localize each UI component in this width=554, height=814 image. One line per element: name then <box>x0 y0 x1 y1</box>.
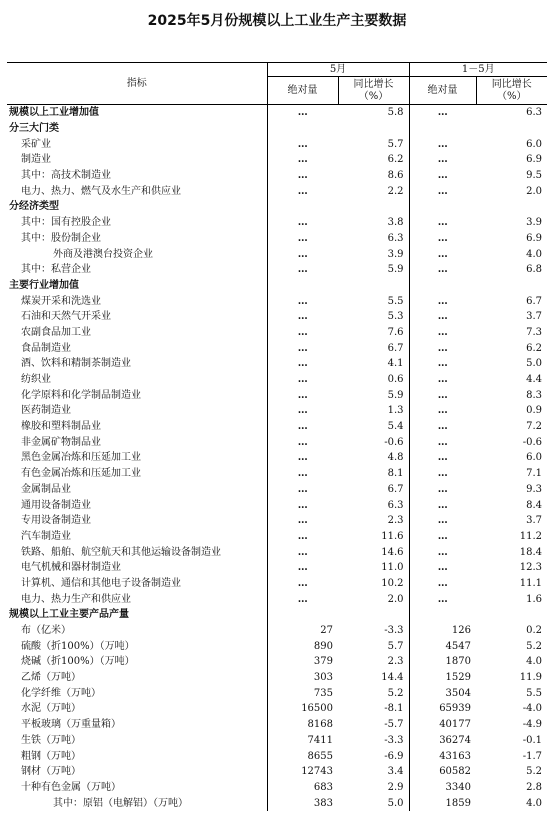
may-absolute-cell: … <box>267 262 338 278</box>
may-header: 5月 <box>267 63 409 77</box>
jan-may-yoy-cell: 9.5 <box>526 170 543 182</box>
table-row <box>7 183 547 199</box>
may-absolute-cell: … <box>267 387 338 403</box>
may-yoy-header <box>338 77 409 105</box>
may-yoy-cell: 5.5 <box>387 295 404 307</box>
row-label: 计算机、通信和其他电子设备制造业 <box>21 577 181 589</box>
jan-may-yoy-cell: 1.6 <box>526 593 543 605</box>
table-row <box>7 262 547 278</box>
table-row <box>7 529 547 545</box>
may-yoy-cell: 3.9 <box>387 248 404 260</box>
jan-may-absolute-cell: … <box>409 168 476 184</box>
table-row <box>7 152 547 168</box>
jan-may-yoy-cell: 3.7 <box>526 311 543 323</box>
jan-may-yoy-cell: 4.0 <box>526 248 543 260</box>
jan-may-absolute-cell: … <box>409 356 476 372</box>
may-yoy-cell <box>338 199 409 215</box>
jan-may-absolute-cell: 40177 <box>409 717 476 733</box>
jan-may-yoy-cell: 4.0 <box>526 656 543 668</box>
may-yoy-cell: 2.2 <box>387 185 404 197</box>
may-yoy-cell: 5.9 <box>387 264 404 276</box>
may-absolute-cell: … <box>267 513 338 529</box>
jan-may-yoy-cell: 2.8 <box>526 781 543 793</box>
table-row <box>7 168 547 184</box>
jan-may-absolute-cell: … <box>409 387 476 403</box>
jan-may-header: 1－5月 <box>409 63 547 77</box>
table-row <box>7 717 547 733</box>
may-yoy-cell: 2.9 <box>387 781 404 793</box>
may-absolute-cell: … <box>267 340 338 356</box>
may-yoy-cell: 6.2 <box>387 154 404 166</box>
jan-may-yoy-cell: 6.2 <box>526 342 543 354</box>
jan-may-absolute-cell: … <box>409 544 476 560</box>
jan-may-absolute-cell: 3504 <box>409 685 476 701</box>
row-label: 专用设备制造业 <box>21 515 91 527</box>
row-label: 电气机械和器材制造业 <box>21 562 121 574</box>
may-absolute-cell: … <box>267 105 338 121</box>
jan-may-absolute-cell <box>409 607 476 623</box>
row-label: 汽车制造业 <box>21 530 71 542</box>
table-row <box>7 560 547 576</box>
may-absolute-cell: … <box>267 231 338 247</box>
jan-may-yoy-cell: -0.1 <box>522 734 543 746</box>
may-absolute-cell: … <box>267 372 338 388</box>
jan-may-yoy-cell: 5.5 <box>526 687 543 699</box>
jan-may-yoy-cell <box>476 607 547 623</box>
indicator-header: 指标 <box>7 63 267 105</box>
row-label: 金属制品业 <box>21 483 71 495</box>
jan-may-yoy-cell: 6.3 <box>526 107 543 119</box>
jan-may-yoy-cell <box>476 278 547 294</box>
may-absolute-cell: … <box>267 183 338 199</box>
jan-may-absolute-cell: … <box>409 215 476 231</box>
table-row <box>7 434 547 450</box>
jan-may-yoy-cell: 6.8 <box>526 264 543 276</box>
jan-may-yoy-cell: 6.0 <box>526 452 543 464</box>
row-label: 制造业 <box>21 154 51 166</box>
jan-may-yoy-cell: 6.9 <box>526 232 543 244</box>
table-row <box>7 576 547 592</box>
row-label: 其中：高技术制造业 <box>21 170 111 182</box>
jan-may-yoy-cell: 4.0 <box>526 797 543 809</box>
jan-may-yoy-cell: 9.3 <box>526 483 543 495</box>
jan-may-yoy-cell: 5.2 <box>526 766 543 778</box>
yoy-header-line1: 同比增长 <box>353 78 394 90</box>
jan-may-yoy-cell: -0.6 <box>522 436 543 448</box>
table-row <box>7 466 547 482</box>
may-yoy-cell: 8.6 <box>387 170 404 182</box>
may-yoy-cell: 4.8 <box>387 452 404 464</box>
may-yoy-cell: 2.3 <box>387 656 404 668</box>
jan-may-absolute-cell: … <box>409 293 476 309</box>
jan-may-yoy-cell: 6.0 <box>526 138 543 150</box>
jan-may-yoy-cell: 8.4 <box>526 499 543 511</box>
table-row <box>7 325 547 341</box>
row-label: 粗钢（万吨） <box>21 750 81 762</box>
row-label: 黑色金属冶炼和压延加工业 <box>21 452 141 464</box>
jan-may-absolute-cell: … <box>409 231 476 247</box>
jan-may-yoy-header <box>476 77 547 105</box>
jan-may-absolute-cell: … <box>409 419 476 435</box>
row-label: 分经济类型 <box>9 201 59 213</box>
may-yoy-cell: 5.2 <box>387 687 404 699</box>
may-yoy-cell: 8.1 <box>387 468 404 480</box>
may-yoy-cell: 3.4 <box>387 766 404 778</box>
row-label: 平板玻璃（万重量箱） <box>21 719 121 731</box>
table-row <box>7 780 547 796</box>
table-row <box>7 544 547 560</box>
row-label: 主要行业增加值 <box>9 279 79 291</box>
jan-may-absolute-cell <box>409 121 476 137</box>
table-row <box>7 356 547 372</box>
row-label: 纺织业 <box>21 374 51 386</box>
table-row <box>7 591 547 607</box>
row-label: 规模以上工业主要产品产量 <box>9 609 129 621</box>
table-row <box>7 231 547 247</box>
yoy-header-line2: （%） <box>497 90 527 102</box>
jan-may-absolute-cell <box>409 278 476 294</box>
row-label: 有色金属冶炼和压延加工业 <box>21 468 141 480</box>
may-absolute-cell: … <box>267 325 338 341</box>
table-row <box>7 638 547 654</box>
jan-may-yoy-cell: 3.7 <box>526 515 543 527</box>
may-yoy-cell <box>338 278 409 294</box>
may-absolute-cell: 303 <box>267 670 338 686</box>
jan-may-absolute-cell: … <box>409 372 476 388</box>
may-yoy-cell: 6.7 <box>387 483 404 495</box>
jan-may-absolute-cell: … <box>409 576 476 592</box>
jan-may-absolute-cell: … <box>409 403 476 419</box>
row-label: 电力、热力生产和供应业 <box>21 593 131 605</box>
jan-may-yoy-cell: 5.0 <box>526 358 543 370</box>
row-label: 通用设备制造业 <box>21 499 91 511</box>
jan-may-yoy-cell: 7.1 <box>526 468 543 480</box>
jan-may-yoy-cell: -4.0 <box>522 703 543 715</box>
row-label: 乙烯（万吨） <box>21 672 81 684</box>
row-label: 铁路、船舶、航空航天和其他运输设备制造业 <box>21 546 221 558</box>
may-absolute-cell: 7411 <box>267 733 338 749</box>
jan-may-absolute-cell: … <box>409 152 476 168</box>
table-row <box>7 403 547 419</box>
may-yoy-cell: 5.0 <box>387 797 404 809</box>
may-abs-header: 绝对量 <box>267 77 338 105</box>
table-row <box>7 764 547 780</box>
may-yoy-cell: 11.0 <box>381 562 404 574</box>
table-row <box>7 372 547 388</box>
may-absolute-cell: … <box>267 560 338 576</box>
jan-may-yoy-cell: 6.7 <box>526 295 543 307</box>
may-absolute-cell: … <box>267 309 338 325</box>
row-label: 生铁（万吨） <box>21 734 81 746</box>
may-yoy-cell: 5.7 <box>387 640 404 652</box>
jan-may-absolute-cell: … <box>409 136 476 152</box>
jan-may-absolute-cell: 36274 <box>409 733 476 749</box>
table-row <box>7 670 547 686</box>
jan-may-absolute-cell: … <box>409 497 476 513</box>
may-yoy-cell: -5.7 <box>384 719 404 731</box>
jan-may-yoy-cell: 0.9 <box>526 405 543 417</box>
may-absolute-cell: 379 <box>267 654 338 670</box>
row-label: 非金属矿物制品业 <box>21 436 101 448</box>
may-absolute-cell <box>267 121 338 137</box>
may-absolute-cell: … <box>267 576 338 592</box>
may-yoy-cell: -8.1 <box>384 703 404 715</box>
jan-may-yoy-cell: 11.1 <box>519 577 543 589</box>
may-absolute-cell: … <box>267 529 338 545</box>
may-absolute-cell: … <box>267 450 338 466</box>
jan-may-absolute-cell: 43163 <box>409 748 476 764</box>
table-row <box>7 685 547 701</box>
jan-may-yoy-cell: 12.3 <box>519 562 543 574</box>
page-title: 2025年5月份规模以上工业生产主要数据 <box>147 13 407 29</box>
may-absolute-cell: … <box>267 293 338 309</box>
jan-may-absolute-cell: 126 <box>409 623 476 639</box>
may-yoy-cell: 6.3 <box>387 232 404 244</box>
yoy-header-line2: （%） <box>358 90 389 102</box>
may-yoy-cell: 5.9 <box>387 389 404 401</box>
row-label: 钢材（万吨） <box>21 766 81 778</box>
may-absolute-cell: … <box>267 152 338 168</box>
may-yoy-cell: 14.4 <box>381 672 404 684</box>
table-row <box>7 733 547 749</box>
may-yoy-cell: -3.3 <box>384 625 404 637</box>
section-row <box>7 278 547 294</box>
may-absolute-cell: … <box>267 246 338 262</box>
jan-may-absolute-cell: … <box>409 450 476 466</box>
table-row <box>7 513 547 529</box>
may-absolute-cell: … <box>267 168 338 184</box>
table-row <box>7 293 547 309</box>
table-row <box>7 654 547 670</box>
row-label: 外商及港澳台投资企业 <box>53 248 153 260</box>
table-row <box>7 748 547 764</box>
table-row <box>7 215 547 231</box>
jan-may-absolute-cell <box>409 199 476 215</box>
may-absolute-cell: … <box>267 403 338 419</box>
row-label: 化学原料和化学制品制造业 <box>21 389 141 401</box>
may-yoy-cell: 6.7 <box>387 342 404 354</box>
row-label: 食品制造业 <box>21 342 71 354</box>
jan-may-yoy-cell: 11.9 <box>519 672 543 684</box>
table-row <box>7 246 547 262</box>
may-absolute-cell: … <box>267 482 338 498</box>
may-absolute-cell: 16500 <box>267 701 338 717</box>
may-yoy-cell: 1.3 <box>387 405 404 417</box>
may-absolute-cell: 683 <box>267 780 338 796</box>
jan-may-absolute-cell: 1870 <box>409 654 476 670</box>
row-label: 酒、饮料和精制茶制造业 <box>21 358 131 370</box>
table-row <box>7 450 547 466</box>
table-row <box>7 623 547 639</box>
jan-may-absolute-cell: … <box>409 434 476 450</box>
jan-may-yoy-cell: 8.3 <box>526 389 543 401</box>
row-label: 规模以上工业增加值 <box>9 107 99 119</box>
may-yoy-cell: 5.8 <box>387 107 404 119</box>
table-row <box>7 701 547 717</box>
table-row <box>7 795 547 811</box>
may-absolute-cell: … <box>267 591 338 607</box>
jan-may-absolute-cell: 3340 <box>409 780 476 796</box>
jan-may-absolute-cell: … <box>409 325 476 341</box>
section-row <box>7 105 547 121</box>
jan-may-absolute-cell: … <box>409 591 476 607</box>
table-row <box>7 482 547 498</box>
row-label: 农副食品加工业 <box>21 326 91 338</box>
jan-may-yoy-cell: 7.3 <box>526 326 543 338</box>
jan-may-absolute-cell: … <box>409 482 476 498</box>
row-label: 烧碱（折100%）（万吨） <box>21 656 135 668</box>
jan-may-yoy-cell: 3.9 <box>526 217 543 229</box>
may-absolute-cell: … <box>267 215 338 231</box>
jan-may-yoy-cell: 6.9 <box>526 154 543 166</box>
jan-may-yoy-cell: 2.0 <box>526 185 543 197</box>
jan-may-yoy-cell <box>476 199 547 215</box>
jan-may-absolute-cell: … <box>409 262 476 278</box>
row-label: 其中：国有控股企业 <box>21 217 111 229</box>
may-absolute-cell: … <box>267 419 338 435</box>
may-yoy-cell: 10.2 <box>381 577 404 589</box>
row-label: 布（亿米） <box>21 625 71 637</box>
may-yoy-cell: -3.3 <box>384 734 404 746</box>
jan-may-yoy-cell: 4.4 <box>526 374 543 386</box>
may-absolute-cell: … <box>267 497 338 513</box>
jan-may-absolute-cell: 4547 <box>409 638 476 654</box>
row-label: 其中：原铝（电解铝）（万吨） <box>53 797 188 809</box>
may-absolute-cell: 383 <box>267 795 338 811</box>
row-label: 化学纤维（万吨） <box>21 687 101 699</box>
table-row <box>7 340 547 356</box>
may-yoy-cell <box>338 607 409 623</box>
row-label: 医药制造业 <box>21 405 71 417</box>
may-absolute-cell: 8168 <box>267 717 338 733</box>
table-row <box>7 136 547 152</box>
may-absolute-cell: … <box>267 466 338 482</box>
may-absolute-cell: 890 <box>267 638 338 654</box>
jan-may-absolute-cell: … <box>409 513 476 529</box>
jan-may-absolute-cell: … <box>409 466 476 482</box>
row-label: 十种有色金属（万吨） <box>21 781 121 793</box>
jan-may-yoy-cell: 11.2 <box>519 530 543 542</box>
jan-may-yoy-cell: 7.2 <box>526 421 543 433</box>
jan-may-yoy-cell: -4.9 <box>522 719 543 731</box>
jan-may-absolute-cell: … <box>409 183 476 199</box>
jan-may-absolute-cell: … <box>409 309 476 325</box>
table-row <box>7 497 547 513</box>
jan-may-absolute-cell: … <box>409 340 476 356</box>
jan-may-yoy-cell: 0.2 <box>526 625 543 637</box>
jan-may-absolute-cell: 60582 <box>409 764 476 780</box>
may-absolute-cell: 8655 <box>267 748 338 764</box>
may-absolute-cell <box>267 607 338 623</box>
may-yoy-cell: 0.6 <box>387 374 404 386</box>
row-label: 橡胶和塑料制品业 <box>21 421 101 433</box>
table-row <box>7 309 547 325</box>
may-absolute-cell: … <box>267 356 338 372</box>
jan-may-absolute-cell: … <box>409 246 476 262</box>
jan-may-yoy-cell: -1.7 <box>522 750 543 762</box>
may-yoy-cell: 11.6 <box>381 530 404 542</box>
jan-may-yoy-cell: 18.4 <box>519 546 543 558</box>
jan-may-yoy-cell: 5.2 <box>526 640 543 652</box>
row-label: 电力、热力、燃气及水生产和供应业 <box>21 185 181 197</box>
row-label: 煤炭开采和洗选业 <box>21 295 101 307</box>
row-label: 其中：私营企业 <box>21 264 91 276</box>
jan-may-absolute-cell: 1859 <box>409 795 476 811</box>
may-absolute-cell <box>267 278 338 294</box>
may-yoy-cell: 5.3 <box>387 311 404 323</box>
jan-may-absolute-cell: … <box>409 560 476 576</box>
may-yoy-cell: 14.6 <box>381 546 404 558</box>
row-label: 其中：股份制企业 <box>21 232 101 244</box>
may-absolute-cell: … <box>267 544 338 560</box>
may-yoy-cell: 4.1 <box>387 358 404 370</box>
may-yoy-cell <box>338 121 409 137</box>
may-yoy-cell: 5.4 <box>387 421 404 433</box>
may-absolute-cell <box>267 199 338 215</box>
jan-may-absolute-cell: 1529 <box>409 670 476 686</box>
may-yoy-cell: 2.0 <box>387 593 404 605</box>
table-row <box>7 419 547 435</box>
may-yoy-cell: 5.7 <box>387 138 404 150</box>
jan-may-absolute-cell: … <box>409 105 476 121</box>
yoy-header-line1: 同比增长 <box>491 78 532 90</box>
may-yoy-cell: 7.6 <box>387 326 404 338</box>
row-label: 水泥（万吨） <box>21 703 81 715</box>
jan-may-yoy-cell <box>476 121 547 137</box>
production-data-table <box>7 62 547 811</box>
may-yoy-cell: -6.9 <box>384 750 404 762</box>
may-yoy-cell: 3.8 <box>387 217 404 229</box>
jan-may-absolute-cell: … <box>409 529 476 545</box>
jan-may-abs-header: 绝对量 <box>409 77 476 105</box>
may-absolute-cell: … <box>267 434 338 450</box>
row-label: 石油和天然气开采业 <box>21 311 111 323</box>
row-label: 采矿业 <box>21 138 51 150</box>
section-row <box>7 199 547 215</box>
may-yoy-cell: 6.3 <box>387 499 404 511</box>
row-label: 分三大门类 <box>9 123 59 135</box>
may-yoy-cell: -0.6 <box>384 436 404 448</box>
section-row <box>7 121 547 137</box>
section-row <box>7 607 547 623</box>
jan-may-absolute-cell: 65939 <box>409 701 476 717</box>
may-absolute-cell: 27 <box>267 623 338 639</box>
table-row <box>7 387 547 403</box>
may-yoy-cell: 2.3 <box>387 515 404 527</box>
may-absolute-cell: 12743 <box>267 764 338 780</box>
row-label: 硫酸（折100%）（万吨） <box>21 640 135 652</box>
may-absolute-cell: … <box>267 136 338 152</box>
may-absolute-cell: 735 <box>267 685 338 701</box>
